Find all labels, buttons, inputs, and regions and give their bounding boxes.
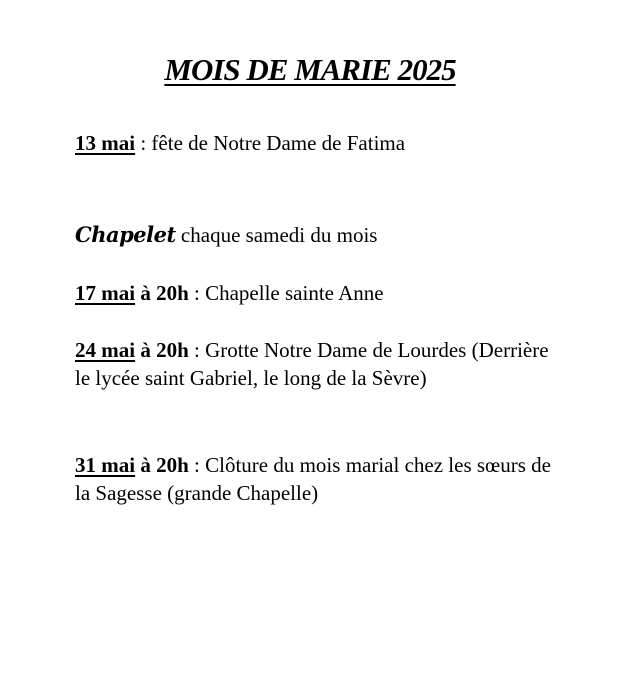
event-time: à 20h: [135, 453, 189, 477]
event-date: 31 mai: [75, 453, 136, 477]
event-date: 17 mai: [75, 281, 136, 305]
event-item: [75, 336, 565, 392]
event-separator: :: [135, 131, 152, 155]
event-description: fête de Notre Dame de Fatima: [151, 131, 406, 155]
event-date: 13 mai: [75, 131, 136, 155]
event-item: [75, 279, 565, 307]
event-item: [75, 451, 565, 507]
rosary-line: [75, 221, 565, 249]
event-description: Clôture du mois marial chez les sœurs de la Sagesse (grande Chapelle): [75, 453, 551, 505]
rosary-description: chaque samedi du mois: [175, 223, 378, 247]
event-separator: :: [188, 338, 206, 362]
event-fatima: [75, 129, 565, 157]
event-description: Grotte Notre Dame de Lourdes (Derrière le lycée saint Gabriel, le long de la Sèvre): [75, 338, 549, 390]
rosary-word: Chapelet: [75, 222, 176, 247]
event-separator: :: [188, 453, 206, 477]
page-title: MOIS DE MARIE 2025: [164, 52, 456, 87]
event-time: à 20h: [135, 281, 189, 305]
event-time: à 20h: [135, 338, 189, 362]
event-separator: :: [188, 281, 206, 305]
event-description: Chapelle sainte Anne: [205, 281, 384, 305]
event-date: 24 mai: [75, 338, 136, 362]
